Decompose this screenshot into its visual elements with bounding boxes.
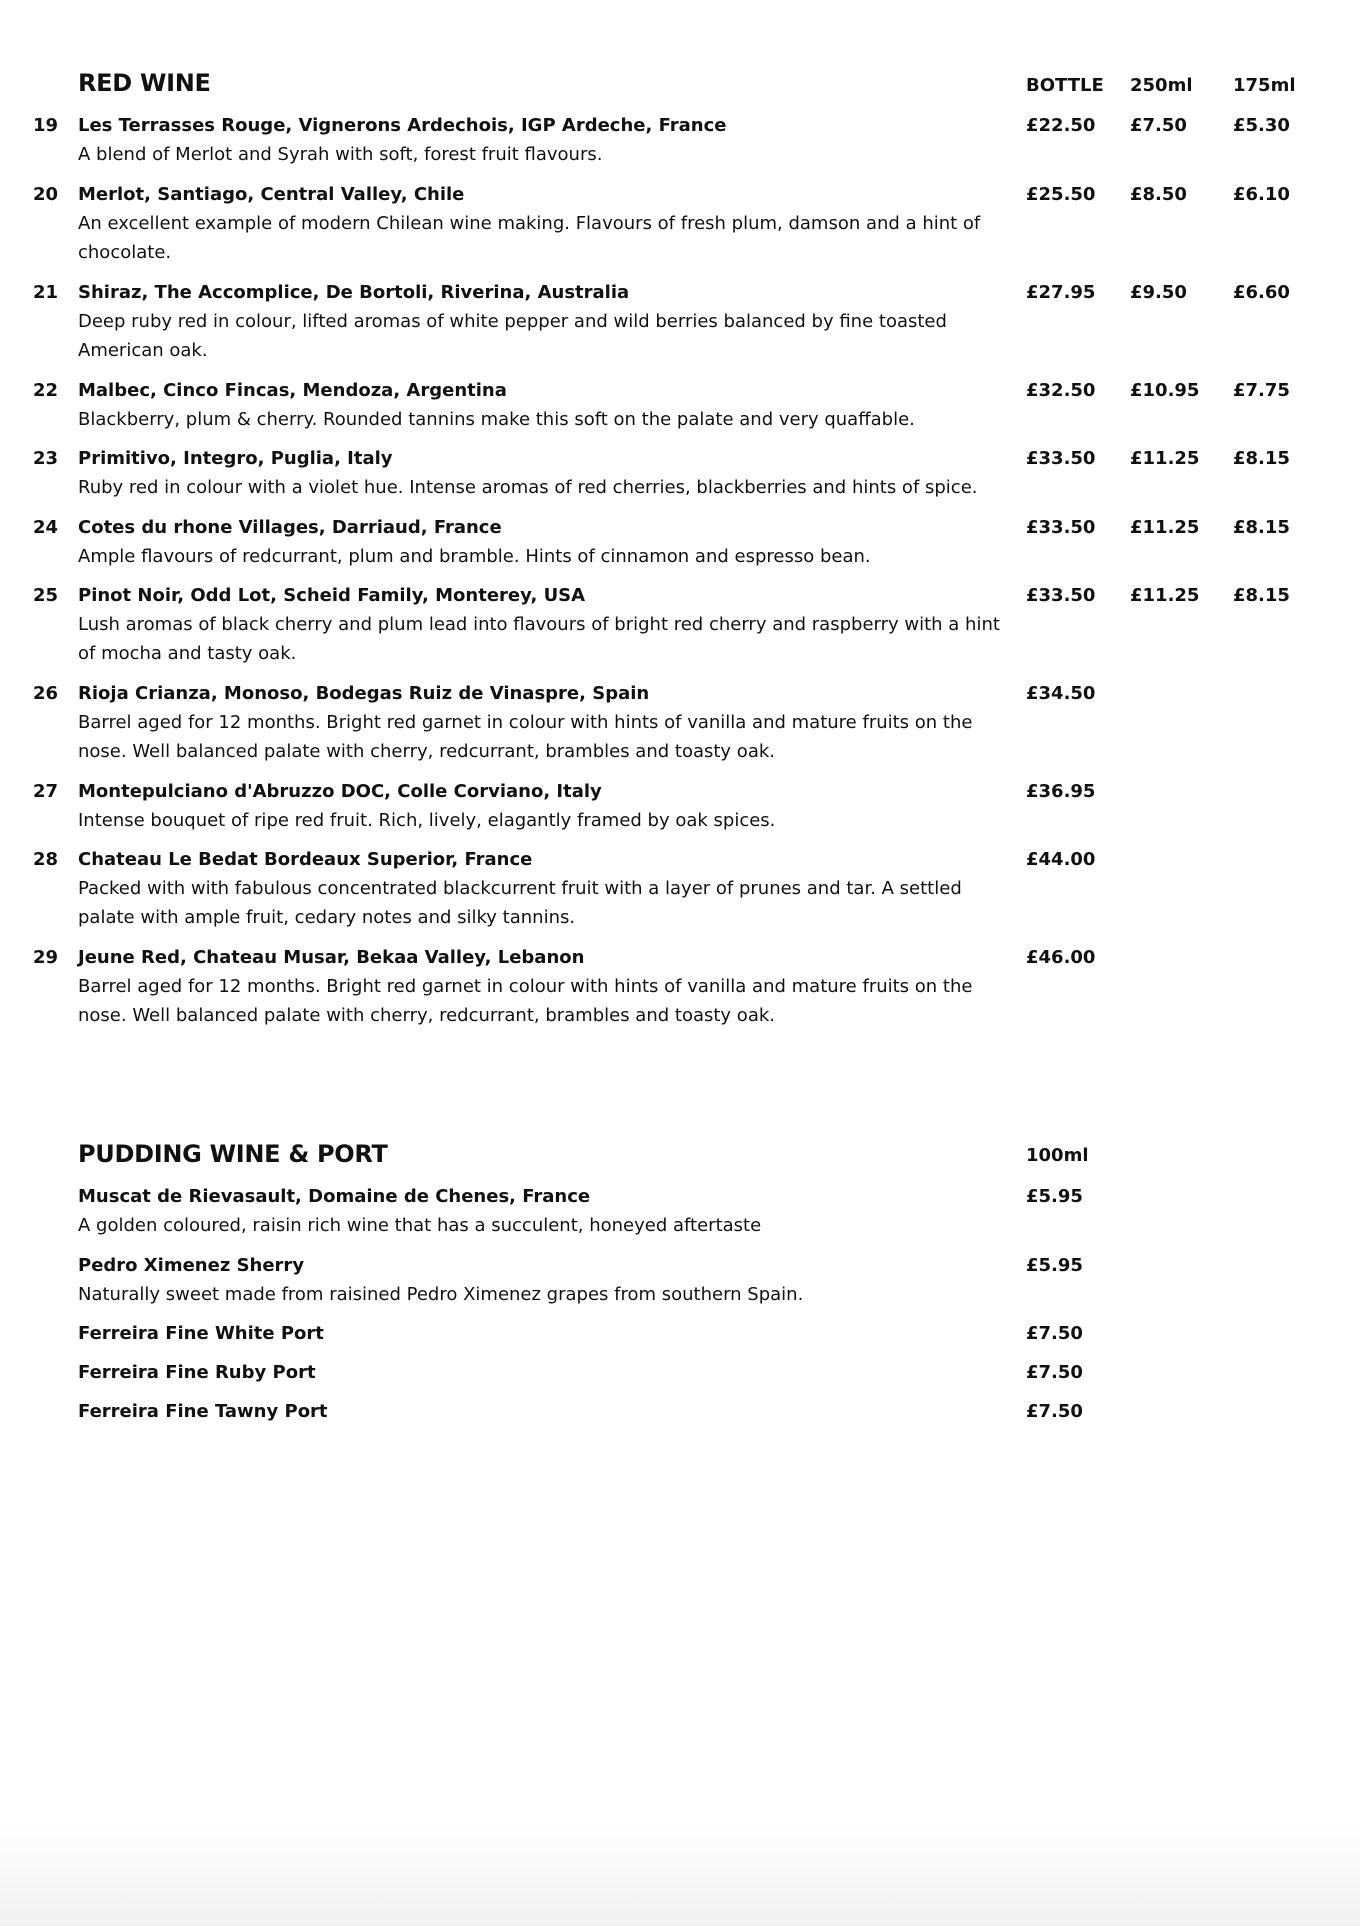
- glass-250ml-price: £8.50: [1130, 184, 1187, 205]
- wine-name: Rioja Crianza, Monoso, Bodegas Ruiz de Vinaspre, Spain: [78, 683, 650, 704]
- bottle-price: £44.00: [1026, 849, 1096, 870]
- price-100ml: £7.50: [1026, 1323, 1083, 1344]
- wine-description: Blackberry, plum & cherry. Rounded tannins make this soft on the palate and very quaffable.: [78, 409, 915, 430]
- bottle-price: £34.50: [1026, 683, 1096, 704]
- wine-name: Merlot, Santiago, Central Valley, Chile: [78, 184, 465, 205]
- column-header-175ml: 175ml: [1233, 75, 1296, 96]
- item-number: 24: [33, 517, 59, 538]
- wine-name: Cotes du rhone Villages, Darriaud, France: [78, 517, 502, 538]
- wine-description: Deep ruby red in colour, lifted aromas of white pepper and wild berries balanced by fine toasted American oak.: [78, 311, 947, 361]
- wine-name: Montepulciano d'Abruzzo DOC, Colle Corviano, Italy: [78, 781, 602, 802]
- price-100ml: £7.50: [1026, 1401, 1083, 1422]
- wine-description: Intense bouquet of ripe red fruit. Rich, lively, elagantly framed by oak spices.: [78, 810, 776, 831]
- wine-description: An excellent example of modern Chilean wine making. Flavours of fresh plum, damson and a hint of chocolate.: [78, 213, 981, 263]
- price-100ml: £7.50: [1026, 1362, 1083, 1383]
- glass-175ml-price: £8.15: [1233, 448, 1290, 469]
- column-header-250ml: 250ml: [1130, 75, 1193, 96]
- glass-250ml-price: £11.25: [1130, 517, 1200, 538]
- glass-175ml-price: £8.15: [1233, 585, 1290, 606]
- bottle-price: £22.50: [1026, 115, 1096, 136]
- item-number: 27: [33, 781, 59, 802]
- wine-description: Barrel aged for 12 months. Bright red garnet in colour with hints of vanilla and mature fruits on the nose. Well balanced palate with cherry, redcurrant, brambles and toasty oak.: [78, 712, 973, 762]
- glass-250ml-price: £10.95: [1130, 380, 1200, 401]
- wine-name: Muscat de Rievasault, Domaine de Chenes, France: [78, 1186, 591, 1207]
- wine-description: Ample flavours of redcurrant, plum and bramble. Hints of cinnamon and espresso bean.: [78, 546, 871, 567]
- item-number: 20: [33, 184, 59, 205]
- wine-name: Pinot Noir, Odd Lot, Scheid Family, Monterey, USA: [78, 585, 586, 606]
- glass-175ml-price: £6.60: [1233, 282, 1290, 303]
- item-number: 21: [33, 282, 59, 303]
- bottle-price: £27.95: [1026, 282, 1096, 303]
- bottle-price: £25.50: [1026, 184, 1096, 205]
- item-number: 25: [33, 585, 59, 606]
- glass-175ml-price: £7.75: [1233, 380, 1290, 401]
- glass-175ml-price: £5.30: [1233, 115, 1290, 136]
- wine-name: Shiraz, The Accomplice, De Bortoli, Riverina, Australia: [78, 282, 630, 303]
- wine-name: Primitivo, Integro, Puglia, Italy: [78, 448, 393, 469]
- wine-name: Malbec, Cinco Fincas, Mendoza, Argentina: [78, 380, 507, 401]
- wine-name: Ferreira Fine White Port: [78, 1323, 324, 1344]
- bottle-price: £33.50: [1026, 585, 1096, 606]
- wine-description: Lush aromas of black cherry and plum lead into flavours of bright red cherry and raspberry with a hint of mocha and tasty oak.: [78, 614, 1000, 664]
- item-number: 19: [33, 115, 59, 136]
- glass-175ml-price: £8.15: [1233, 517, 1290, 538]
- bottle-price: £32.50: [1026, 380, 1096, 401]
- item-number: 29: [33, 947, 59, 968]
- wine-description: A blend of Merlot and Syrah with soft, forest fruit flavours.: [78, 144, 603, 165]
- wine-description: A golden coloured, raisin rich wine that has a succulent, honeyed aftertaste: [78, 1215, 762, 1236]
- red-wine-heading: RED WINE: [78, 69, 211, 97]
- wine-description: Naturally sweet made from raisined Pedro Ximenez grapes from southern Spain.: [78, 1284, 804, 1305]
- price-100ml: £5.95: [1026, 1186, 1083, 1207]
- pudding-wine-heading: PUDDING WINE & PORT: [78, 1140, 388, 1168]
- glass-250ml-price: £11.25: [1130, 448, 1200, 469]
- glass-250ml-price: £7.50: [1130, 115, 1187, 136]
- wine-name: Pedro Ximenez Sherry: [78, 1255, 305, 1276]
- bottle-price: £46.00: [1026, 947, 1096, 968]
- wine-description: Ruby red in colour with a violet hue. Intense aromas of red cherries, blackberries and hints of spice.: [78, 477, 978, 498]
- item-number: 26: [33, 683, 59, 704]
- wine-description: Barrel aged for 12 months. Bright red garnet in colour with hints of vanilla and mature fruits on the nose. Well balanced palate with cherry, redcurrant, brambles and toasty oak.: [78, 976, 973, 1026]
- glass-250ml-price: £9.50: [1130, 282, 1187, 303]
- wine-name: Ferreira Fine Tawny Port: [78, 1401, 328, 1422]
- glass-250ml-price: £11.25: [1130, 585, 1200, 606]
- item-number: 22: [33, 380, 59, 401]
- wine-description: Packed with with fabulous concentrated blackcurrent fruit with a layer of prunes and tar. A settled palate with ample fruit, cedary notes and silky tannins.: [78, 878, 962, 928]
- glass-175ml-price: £6.10: [1233, 184, 1290, 205]
- column-header-100ml: 100ml: [1026, 1145, 1089, 1166]
- item-number: 23: [33, 448, 59, 469]
- price-100ml: £5.95: [1026, 1255, 1083, 1276]
- bottle-price: £33.50: [1026, 448, 1096, 469]
- wine-name: Chateau Le Bedat Bordeaux Superior, France: [78, 849, 533, 870]
- item-number: 28: [33, 849, 59, 870]
- bottle-price: £33.50: [1026, 517, 1096, 538]
- column-header-bottle: BOTTLE: [1026, 75, 1104, 96]
- wine-name: Ferreira Fine Ruby Port: [78, 1362, 316, 1383]
- bottle-price: £36.95: [1026, 781, 1096, 802]
- wine-name: Les Terrasses Rouge, Vignerons Ardechois, IGP Ardeche, France: [78, 115, 727, 136]
- wine-name: Jeune Red, Chateau Musar, Bekaa Valley, Lebanon: [78, 947, 585, 968]
